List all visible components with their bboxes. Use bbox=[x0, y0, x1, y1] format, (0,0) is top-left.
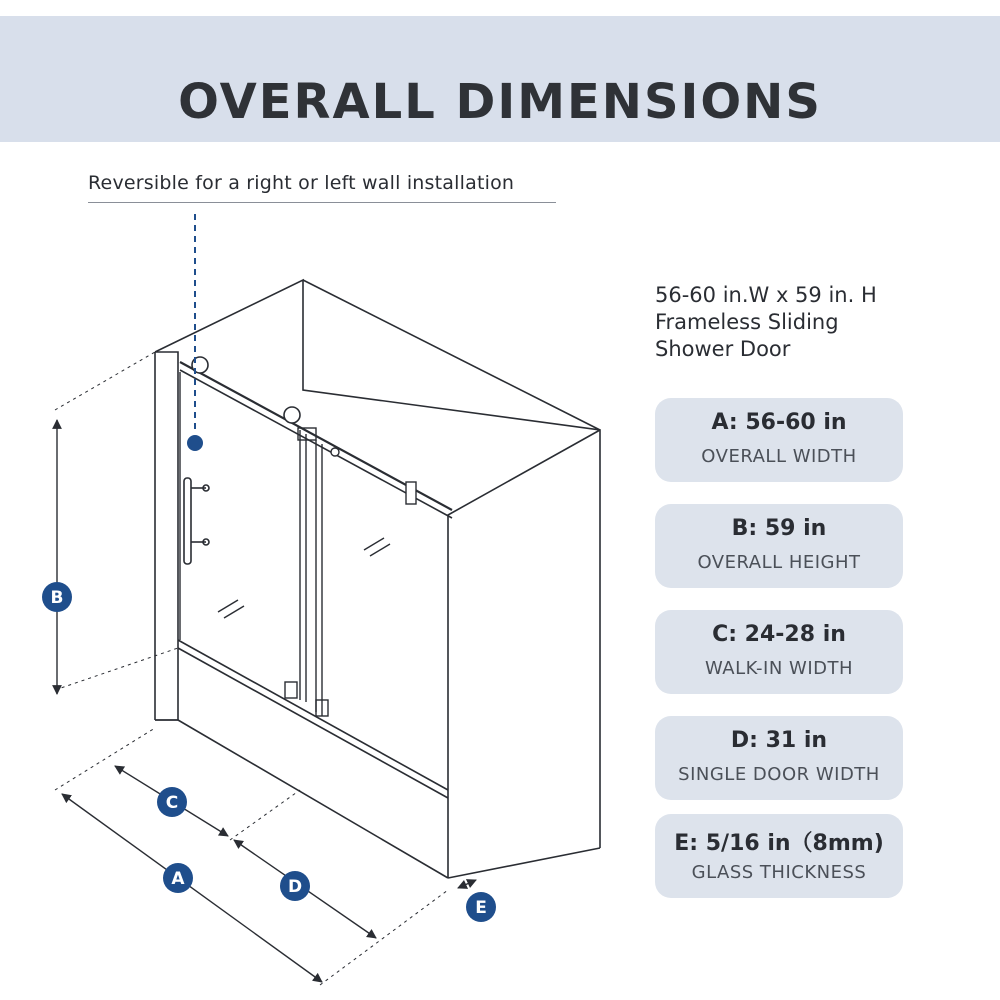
dimension-e-line bbox=[458, 880, 476, 888]
marker-d bbox=[280, 871, 310, 901]
product-line-3: Shower Door bbox=[655, 337, 791, 361]
marker-b-text: B bbox=[50, 588, 64, 608]
spec-c-label: WALK-IN WIDTH bbox=[704, 658, 854, 679]
spec-e-label: GLASS THICKNESS bbox=[691, 862, 867, 883]
left-wall bbox=[155, 352, 178, 720]
spec-e-value: E: 5/16 in（8mm) bbox=[674, 831, 884, 856]
marker-d-text: D bbox=[287, 877, 303, 897]
page-title: OVERALL DIMENSIONS bbox=[178, 74, 822, 130]
product-line-1: 56-60 in.W x 59 in. H bbox=[655, 283, 877, 307]
marker-a-text: A bbox=[171, 869, 185, 889]
bathtub bbox=[178, 640, 448, 878]
extension-lines bbox=[55, 352, 448, 985]
marker-e bbox=[466, 892, 496, 922]
spec-b-value: B: 59 in bbox=[731, 516, 827, 541]
glass-panels bbox=[180, 372, 390, 716]
spec-d-label: SINGLE DOOR WIDTH bbox=[678, 764, 880, 785]
door-handle bbox=[184, 478, 209, 564]
spec-d-value: D: 31 in bbox=[730, 728, 828, 753]
marker-b bbox=[42, 582, 72, 612]
marker-c-text: C bbox=[165, 793, 179, 813]
spec-c-value: C: 24-28 in bbox=[712, 622, 846, 647]
spec-a-value: A: 56-60 in bbox=[711, 410, 847, 435]
product-line-2: Frameless Sliding bbox=[655, 310, 839, 334]
back-wall bbox=[155, 280, 600, 848]
marker-e-text: E bbox=[475, 898, 487, 918]
spec-b-label: OVERALL HEIGHT bbox=[697, 552, 861, 573]
side-wall bbox=[448, 430, 600, 878]
marker-a bbox=[163, 863, 193, 893]
installation-note: Reversible for a right or left wall installation bbox=[88, 172, 515, 194]
marker-c bbox=[157, 787, 187, 817]
spec-a-label: OVERALL WIDTH bbox=[701, 446, 857, 467]
